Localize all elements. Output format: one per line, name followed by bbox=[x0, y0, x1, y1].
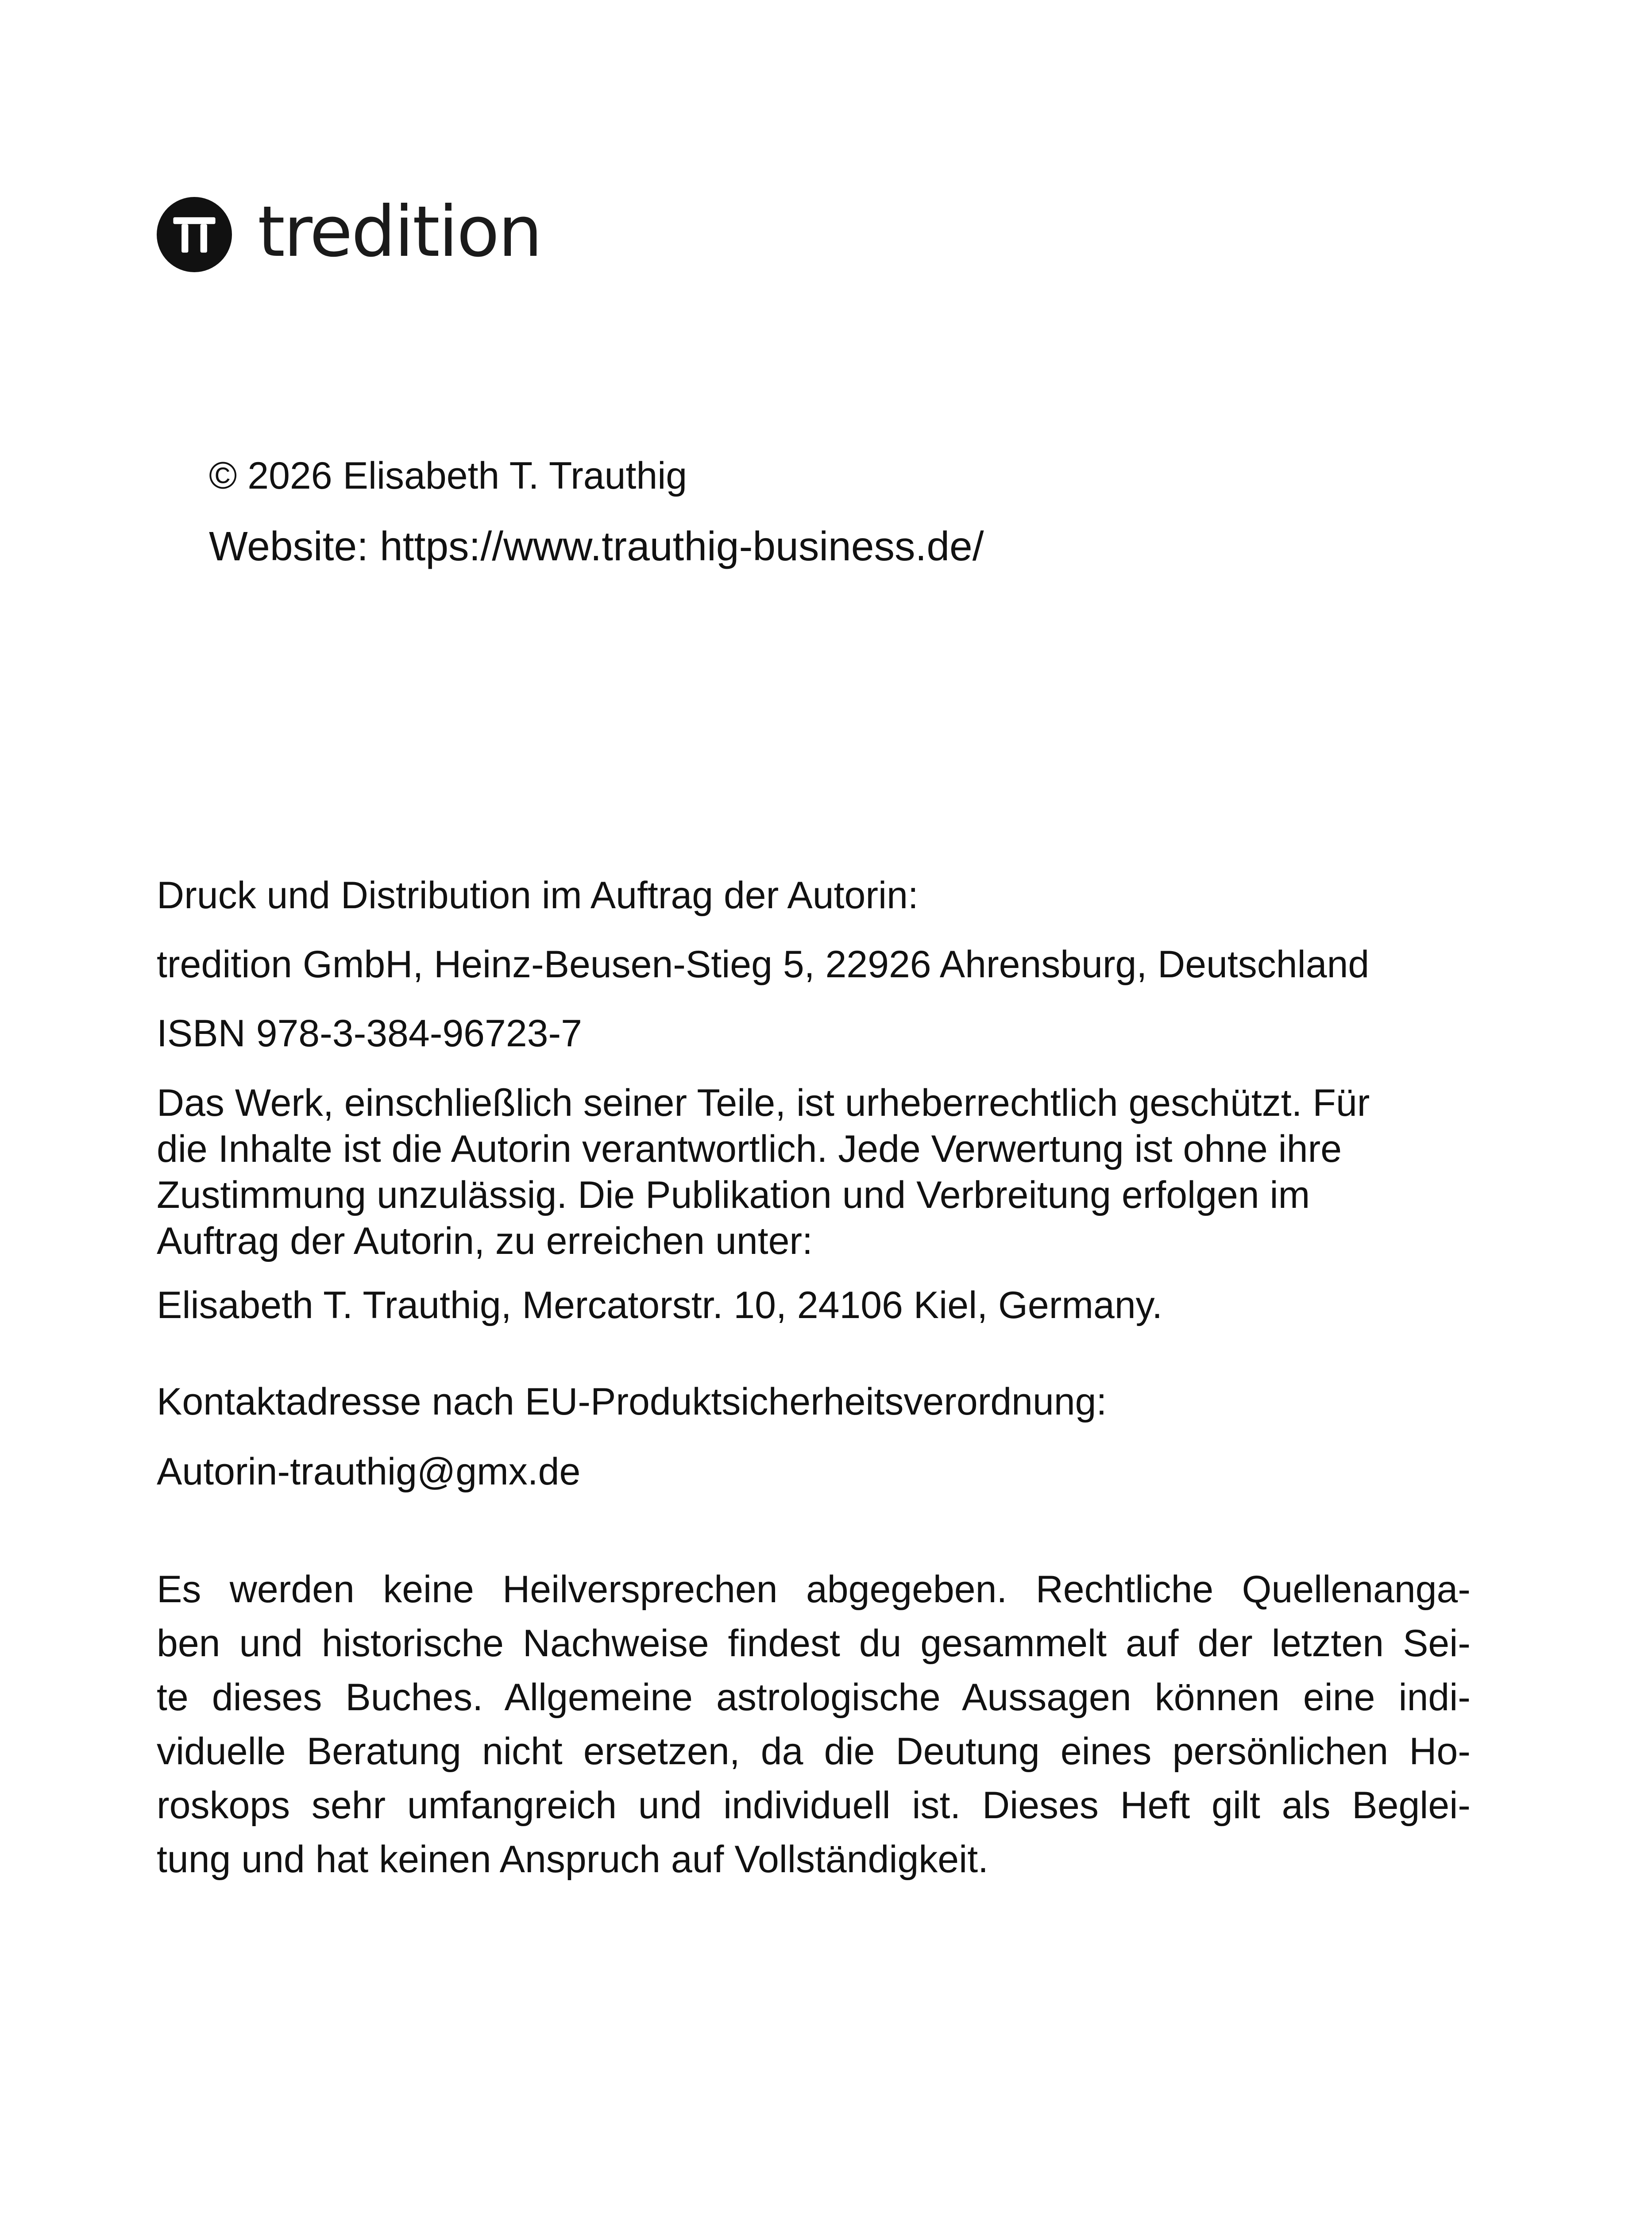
disclaimer bbox=[157, 1562, 1471, 1886]
copyright-statement-line: die Inhalte ist die Autorin verantwortlich. Jede Verwertung ist ohne ihre bbox=[157, 1128, 1342, 1170]
copyright-notice: © 2026 Elisabeth T. Trauthig bbox=[209, 455, 687, 497]
disclaimer-line: tung und hat keinen Anspruch auf Vollständigkeit. bbox=[157, 1838, 989, 1881]
contact-email[interactable]: Autorin-trauthig@gmx.de bbox=[157, 1450, 581, 1493]
tredition-logo-icon bbox=[157, 197, 232, 272]
copyright-statement-line: Das Werk, einschließlich seiner Teile, ist urheberrechtlich geschützt. Für bbox=[157, 1082, 1370, 1124]
publisher-logo bbox=[157, 191, 541, 274]
disclaimer-line: Es werden keine Heilversprechen abgegeben. Rechtliche Quellenanga- bbox=[157, 1568, 1471, 1611]
print-distribution-label: Druck und Distribution im Auftrag der Autorin: bbox=[157, 874, 919, 917]
isbn: ISBN 978-3-384-96723-7 bbox=[157, 1012, 582, 1055]
copyright-statement-line: Zustimmung unzulässig. Die Publikation und Verbreitung erfolgen im bbox=[157, 1174, 1310, 1216]
disclaimer-line: te dieses Buches. Allgemeine astrologische Aussagen können eine indi- bbox=[157, 1676, 1471, 1719]
publisher-address: tredition GmbH, Heinz-Beusen-Stieg 5, 22926 Ahrensburg, Deutschland bbox=[157, 943, 1370, 986]
author-address: Elisabeth T. Trauthig, Mercatorstr. 10, 24106 Kiel, Germany. bbox=[157, 1284, 1163, 1326]
disclaimer-line: roskops sehr umfangreich und individuell ist. Dieses Heft gilt als Beglei- bbox=[157, 1784, 1471, 1827]
contact-label: Kontaktadresse nach EU-Produktsicherheitsverordnung: bbox=[157, 1380, 1107, 1423]
disclaimer-line: ben und historische Nachweise findest du gesammelt auf der letzten Sei- bbox=[157, 1622, 1471, 1665]
logo-wordmark: tredition bbox=[258, 191, 541, 273]
copyright-statement-line: Auftrag der Autorin, zu erreichen unter: bbox=[157, 1220, 813, 1262]
disclaimer-line: viduelle Beratung nicht ersetzen, da die Deutung eines persönlichen Ho- bbox=[157, 1730, 1471, 1773]
website-link[interactable]: Website: https://www.trauthig-business.de/ bbox=[209, 523, 984, 569]
copyright-statement bbox=[157, 1080, 1485, 1264]
